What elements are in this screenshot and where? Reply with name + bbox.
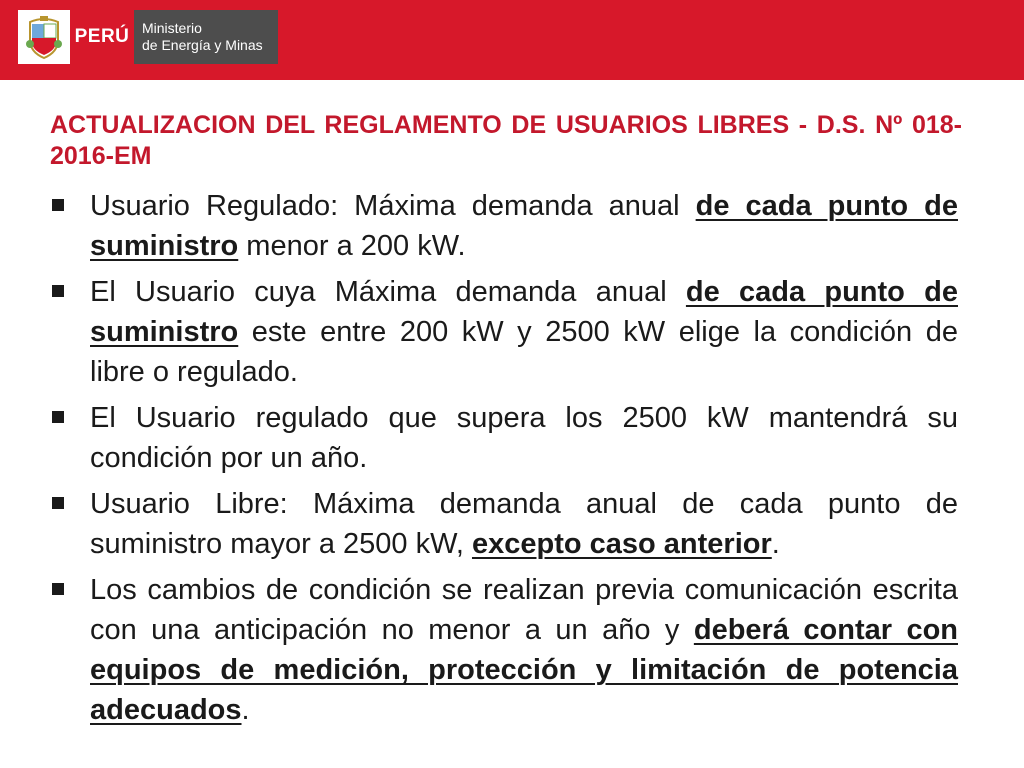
ministry-logo [18,10,278,64]
ministry-name [134,10,278,64]
slide-title: ACTUALIZACION DEL REGLAMENTO DE USUARIOS LIBRES - D.S. Nº 018-2016-EM [50,111,962,170]
emphasis: excepto caso anterior [471,528,772,560]
ministry-line-2: de Energía y Minas [142,37,263,53]
emphasis: de cada punto de suministro [90,276,958,348]
list-item: El Usuario regulado que supera los 2500 kW mantendrá su condición por un año. [48,398,958,478]
square-bullet-icon [52,411,64,423]
list-item: Usuario Libre: Máxima demanda anual de cada punto de suministro mayor a 2500 kW, excepto caso anterior. [48,484,958,564]
square-bullet-icon [52,199,64,211]
ministry-line-1: Ministerio [142,20,202,36]
square-bullet-icon [52,285,64,297]
country-label: PERÚ [70,10,134,64]
square-bullet-icon [52,497,64,509]
list-item: Usuario Regulado: Máxima demanda anual de cada punto de suministro menor a 200 kW. [48,186,958,266]
header-band [0,0,1024,80]
bullet-list [48,186,958,736]
emphasis: deberá contar con equipos de medición, protección y limitación de potencia adecuados [90,614,958,726]
coat-of-arms-icon [18,10,70,64]
emphasis: de cada punto de suministro [90,190,958,262]
square-bullet-icon [52,583,64,595]
list-item: Los cambios de condición se realizan previa comunicación escrita con una anticipación no menor a un año y deberá contar con equipos de medición, protección y limitación de potencia adecuados. [48,570,958,730]
list-item: El Usuario cuya Máxima demanda anual de cada punto de suministro este entre 200 kW y 2500 kW elige la condición de libre o regulado. [48,272,958,392]
